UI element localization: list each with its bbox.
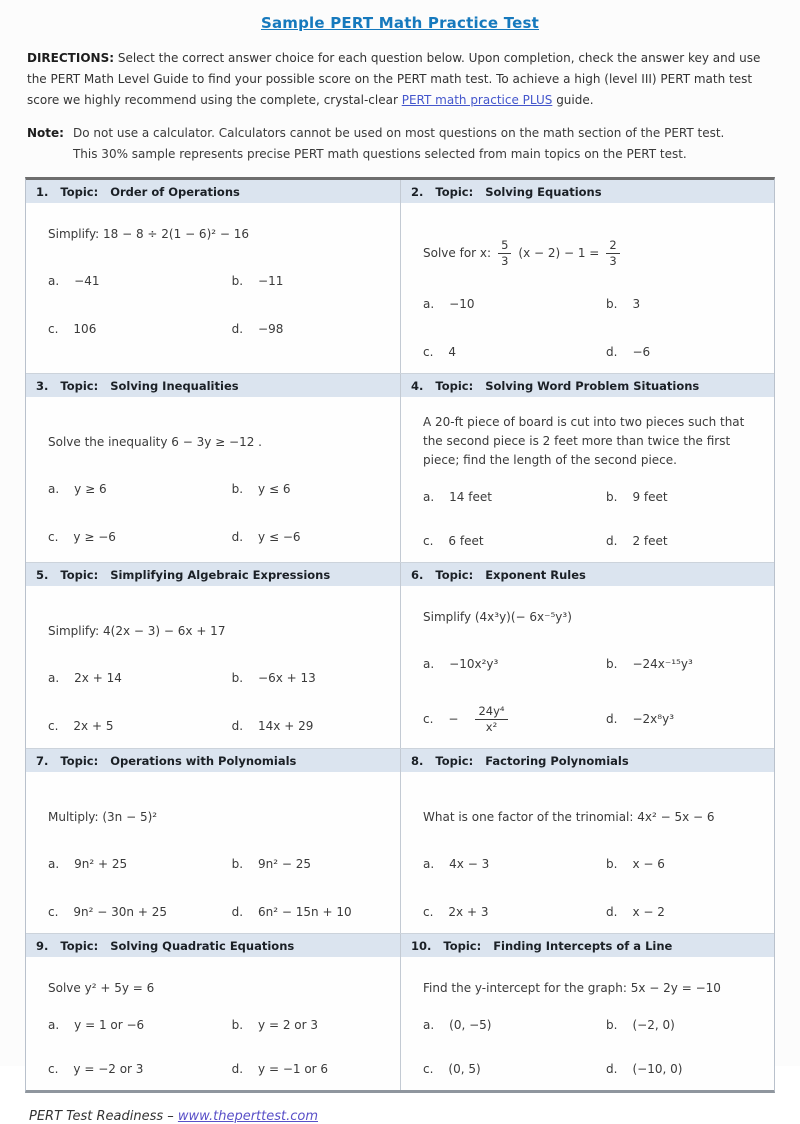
choice-text: −10x²y³: [449, 657, 499, 672]
choice-letter: c.: [48, 322, 59, 336]
choice-letter: a.: [423, 856, 435, 871]
choice-text: 9 feet: [632, 490, 668, 505]
choice-letter: b.: [231, 482, 244, 497]
choice-letter: d.: [231, 719, 244, 734]
choice-letter: d.: [606, 1061, 618, 1076]
equation-prefix: Solve for x:: [423, 245, 492, 260]
choice-c: [48, 719, 232, 733]
choice-prefix: −: [448, 712, 459, 727]
fraction: [475, 705, 507, 733]
question-6-cell: [400, 563, 774, 747]
topic-label: Topic:: [435, 753, 474, 768]
question-7-body: [26, 772, 400, 933]
question-prompt: Simplify: 18 − 8 ÷ 2(1 − 6)² − 16: [48, 227, 250, 241]
question-number: 9.: [36, 938, 49, 953]
choice-letter: d.: [231, 1061, 244, 1076]
table-row-5: [26, 933, 774, 1090]
choice-letter: a.: [48, 856, 60, 871]
choices-grid: [423, 1018, 762, 1076]
choice-text: y = 1 or −6: [74, 1017, 145, 1032]
question-prompt: Find the y-intercept for the graph: 5x − 2y = −10: [423, 980, 721, 995]
choice-letter: c.: [423, 712, 434, 727]
question-prompt: Solve the inequality 6 − 3y ≥ −12 .: [48, 435, 262, 450]
question-6-header: [401, 563, 774, 586]
topic-label: Topic:: [60, 379, 99, 394]
question-10-header: [401, 934, 774, 957]
choice-b: [606, 857, 762, 871]
choice-a: [423, 857, 606, 871]
choice-letter: a.: [423, 297, 435, 312]
question-2-body: [401, 203, 774, 373]
note-line-1: Do not use a calculator. Calculators cannot be used on most questions on the math section of the PERT test.: [72, 126, 725, 140]
choices-grid: [48, 482, 388, 544]
question-prompt: A 20-ft piece of board is cut into two pieces such that the second piece is 2 feet more than twice the first piece; find the length of the second piece.: [423, 415, 745, 468]
choice-text: 2x + 5: [73, 719, 114, 734]
choice-letter: c.: [423, 1061, 434, 1076]
question-number: 1.: [36, 185, 49, 199]
choice-text: 14 feet: [449, 490, 492, 505]
question-3-body: [26, 397, 400, 558]
choice-text: −41: [74, 274, 100, 288]
choice-a: [423, 490, 606, 504]
questions-table: [25, 177, 775, 1093]
choice-b: [232, 274, 388, 288]
choices-grid: [48, 857, 388, 919]
question-7-cell: [26, 749, 400, 933]
note-lines: [73, 123, 724, 165]
question-3-header: [26, 374, 400, 397]
choice-letter: d.: [606, 712, 618, 727]
choice-text: −6: [632, 345, 651, 360]
note-line-2: This 30% sample represents precise PERT math questions selected from main topics on the PERT test.: [72, 147, 687, 161]
topic-label: Topic:: [435, 568, 474, 583]
note-paragraph: [27, 123, 773, 165]
question-number: 7.: [36, 753, 49, 768]
question-prompt-equation: [423, 239, 762, 267]
topic-name: Finding Intercepts of a Line: [493, 938, 673, 953]
choice-letter: b.: [606, 657, 618, 672]
topic-name: Factoring Polynomials: [485, 753, 629, 768]
question-prompt: What is one factor of the trinomial: 4x² − 5x − 6: [423, 809, 715, 824]
choice-text: −10: [449, 297, 475, 312]
choices-grid: [423, 297, 762, 359]
topic-name: Solving Inequalities: [110, 379, 239, 394]
choice-a: [48, 482, 232, 496]
choice-text: 4x − 3: [449, 856, 490, 871]
topic-name: Solving Word Problem Situations: [485, 379, 700, 394]
topic-label: Topic:: [443, 938, 482, 953]
question-5-cell: [26, 563, 400, 747]
directions-text-after: guide.: [552, 93, 594, 107]
question-10-cell: [400, 934, 774, 1090]
choice-text: −2x⁸y³: [632, 712, 674, 727]
choice-text: y = −1 or 6: [258, 1061, 329, 1076]
choice-a: [423, 297, 606, 311]
choices-grid: [48, 671, 388, 733]
question-number: 5.: [36, 568, 49, 583]
footer-website-link[interactable]: www.theperttest.com: [177, 1108, 318, 1124]
question-number: 2.: [411, 185, 424, 199]
choice-letter: b.: [606, 490, 618, 505]
fraction-numerator: 2: [606, 239, 619, 254]
choice-text: 106: [73, 322, 97, 336]
choices-grid: [423, 657, 762, 733]
choices-grid: [423, 490, 762, 548]
choice-text: 14x + 29: [258, 719, 314, 734]
choice-letter: d.: [606, 904, 618, 919]
choice-c: [48, 322, 232, 336]
choice-letter: c.: [48, 904, 59, 919]
choice-text: 9n² − 30n + 25: [73, 904, 167, 919]
question-9-header: [26, 934, 400, 957]
question-9-cell: [26, 934, 400, 1090]
choice-text: (−2, 0): [632, 1017, 675, 1032]
directions-text-before: Select the correct answer choice for each question below. Upon completion, check the answer key and use the PERT Math Level Guide to find your possible score on the PERT math test. To achieve a high (level III) PERT math test score we highly recommend using the complete, crystal-clear: [27, 51, 761, 107]
choice-a: [48, 671, 232, 685]
topic-label: Topic:: [60, 753, 99, 768]
question-7-header: [26, 749, 400, 772]
choices-grid: [48, 1018, 388, 1076]
question-1-cell: [26, 180, 400, 373]
choice-d: [232, 719, 388, 733]
question-prompt: Multiply: (3n − 5)²: [48, 809, 158, 824]
choice-d: [232, 322, 388, 336]
question-1-body: [26, 203, 400, 350]
footer-text: PERT Test Readiness –: [29, 1108, 178, 1124]
question-8-body: [401, 772, 774, 933]
fraction: [606, 239, 619, 267]
choice-letter: b.: [606, 1017, 618, 1032]
choice-c: [48, 905, 232, 919]
choice-a: [48, 1018, 232, 1032]
question-2-cell: [400, 180, 774, 373]
topic-name: Simplifying Algebraic Expressions: [110, 568, 331, 583]
choice-letter: a.: [423, 490, 435, 505]
choice-letter: c.: [423, 904, 434, 919]
question-4-cell: [400, 374, 774, 562]
topic-name: Solving Equations: [485, 185, 602, 199]
choice-text: y = −2 or 3: [73, 1061, 144, 1076]
choice-text: y = 2 or 3: [258, 1017, 318, 1032]
choice-letter: b.: [231, 1017, 244, 1032]
fraction-denominator: 3: [609, 253, 617, 268]
table-row-1: [26, 180, 774, 373]
fraction-numerator: 5: [498, 239, 511, 254]
choice-b: [232, 857, 388, 871]
topic-label: Topic:: [435, 185, 474, 199]
choice-text: x − 6: [632, 856, 665, 871]
choice-text: −24x⁻¹⁵y³: [632, 657, 693, 672]
choice-a: [48, 857, 232, 871]
choice-text: −98: [258, 322, 284, 336]
choice-b: [606, 657, 762, 671]
choice-b: [232, 1018, 388, 1032]
choice-b: [606, 1018, 762, 1032]
fraction: [498, 239, 511, 267]
choice-letter: b.: [606, 297, 618, 312]
question-3-cell: [26, 374, 400, 562]
question-6-body: [401, 586, 774, 747]
fraction-denominator: 3: [501, 253, 509, 268]
choice-text: 6n² − 15n + 10: [258, 904, 352, 919]
question-number: 10.: [411, 938, 432, 953]
choice-letter: c.: [423, 534, 434, 549]
choice-text: x − 2: [632, 904, 665, 919]
choice-text: 3: [632, 297, 641, 312]
question-4-body: [401, 397, 774, 562]
choice-d: [232, 1062, 388, 1076]
choice-letter: a.: [48, 482, 60, 497]
pert-practice-plus-link[interactable]: PERT math practice PLUS: [401, 93, 553, 107]
choice-text: −6x + 13: [258, 671, 316, 686]
choice-c: [48, 1062, 232, 1076]
choice-text: 4: [448, 345, 457, 360]
choice-letter: b.: [231, 856, 244, 871]
fraction-numerator: 24y⁴: [475, 705, 507, 720]
choice-d: [606, 905, 762, 919]
page-title-link[interactable]: Sample PERT Math Practice Test: [260, 14, 540, 32]
question-1-header: [26, 180, 400, 203]
choice-text: 9n² − 25: [258, 856, 312, 871]
choice-letter: d.: [231, 322, 244, 336]
question-4-header: [401, 374, 774, 397]
topic-name: Order of Operations: [110, 185, 240, 199]
question-8-cell: [400, 749, 774, 933]
note-label: Note:: [27, 126, 64, 140]
choice-c: [423, 345, 606, 359]
choice-d: [606, 534, 762, 548]
choice-a: [423, 1018, 606, 1032]
choice-letter: b.: [231, 671, 244, 686]
choices-grid: [48, 274, 388, 336]
question-number: 3.: [36, 379, 49, 394]
choice-a: [48, 274, 232, 288]
choice-text: 6 feet: [448, 534, 484, 549]
choice-b: [232, 671, 388, 685]
choice-letter: c.: [423, 345, 434, 360]
choice-text: y ≥ −6: [73, 530, 116, 545]
topic-name: Operations with Polynomials: [110, 753, 297, 768]
question-10-body: [401, 957, 774, 1090]
question-prompt: Simplify: 4(2x − 3) − 6x + 17: [48, 624, 226, 639]
choice-b: [606, 490, 762, 504]
question-number: 4.: [411, 379, 424, 394]
choice-letter: b.: [606, 856, 618, 871]
choice-text: (−10, 0): [632, 1061, 683, 1076]
table-row-3: [26, 562, 774, 747]
choice-text: −11: [258, 274, 284, 288]
table-row-4: [26, 748, 774, 933]
choice-text: 9n² + 25: [74, 856, 128, 871]
question-number: 6.: [411, 568, 424, 583]
choice-text: 2 feet: [632, 534, 668, 549]
choice-text: (0, 5): [448, 1061, 481, 1076]
choice-d: [606, 1062, 762, 1076]
choice-letter: d.: [606, 345, 618, 360]
choice-text: (0, −5): [449, 1017, 492, 1032]
choice-d: [606, 345, 762, 359]
choice-text: 2x + 14: [74, 671, 122, 686]
question-5-body: [26, 586, 400, 747]
choice-text: 2x + 3: [448, 904, 489, 919]
question-5-header: [26, 563, 400, 586]
question-number: 8.: [411, 753, 424, 768]
question-2-header: [401, 180, 774, 203]
choice-c: [423, 905, 606, 919]
question-prompt: Simplify (4x³y)(− 6x⁻⁵y³): [423, 610, 572, 625]
choice-b: [232, 482, 388, 496]
question-9-body: [26, 957, 400, 1090]
table-row-2: [26, 373, 774, 562]
choice-a: [423, 657, 606, 671]
choice-letter: d.: [231, 530, 244, 545]
choice-letter: d.: [231, 904, 244, 919]
topic-label: Topic:: [435, 379, 474, 394]
choice-c: [48, 530, 232, 544]
choices-grid: [423, 857, 762, 919]
choice-text: y ≤ 6: [258, 482, 291, 497]
topic-label: Topic:: [60, 185, 99, 199]
choice-letter: a.: [423, 1017, 435, 1032]
choice-c: [423, 534, 606, 548]
footer: [29, 1109, 773, 1124]
topic-label: Topic:: [60, 568, 99, 583]
choice-letter: a.: [48, 671, 60, 686]
choice-letter: d.: [606, 534, 618, 549]
choice-d: [232, 905, 388, 919]
choice-letter: c.: [48, 1061, 59, 1076]
fraction-denominator: x²: [485, 719, 498, 734]
choice-letter: c.: [48, 530, 59, 545]
question-8-header: [401, 749, 774, 772]
choice-letter: b.: [231, 274, 244, 288]
topic-name: Exponent Rules: [485, 568, 586, 583]
topic-name: Solving Quadratic Equations: [110, 938, 295, 953]
topic-label: Topic:: [60, 938, 99, 953]
choice-b: [606, 297, 762, 311]
question-prompt: Solve y² + 5y = 6: [48, 980, 155, 995]
choice-letter: a.: [48, 274, 60, 288]
choice-letter: c.: [48, 719, 59, 734]
equation-middle: (x − 2) − 1 =: [518, 245, 600, 260]
choice-text: y ≥ 6: [74, 482, 107, 497]
choice-c: [423, 1062, 606, 1076]
choice-d: [606, 705, 762, 733]
choice-letter: a.: [48, 1017, 60, 1032]
choice-d: [232, 530, 388, 544]
directions-paragraph: [27, 48, 773, 111]
choice-c: [423, 705, 606, 733]
directions-label: DIRECTIONS:: [27, 51, 115, 65]
choice-text: y ≤ −6: [258, 530, 301, 545]
choice-letter: a.: [423, 657, 435, 672]
